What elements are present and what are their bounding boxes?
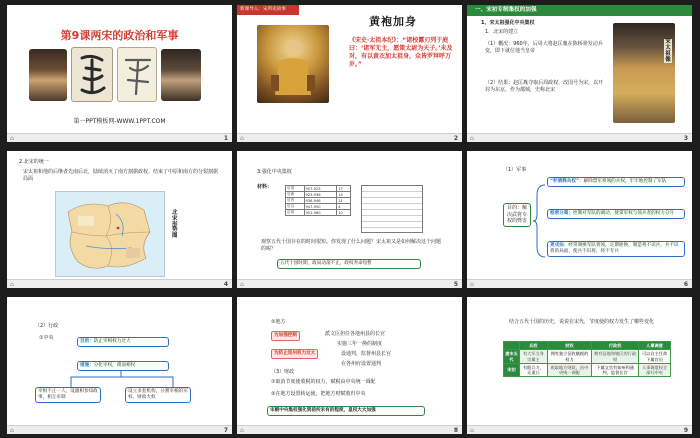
item-result: （2）结果：赵匡胤夺取后周政权，改国号为宋，以开封为东京，作为都城，史称北宋 <box>485 80 604 93</box>
slide-number: 7 <box>223 427 228 434</box>
brace-connector-icon <box>531 181 547 261</box>
slide-glyph-icon: ⌂ <box>10 281 14 288</box>
slide-9-thumbnail[interactable] <box>467 297 692 434</box>
point-title: （1）军事 <box>503 167 527 173</box>
slide-3-thumbnail[interactable] <box>467 5 692 142</box>
slide-glyph-icon: ⌂ <box>240 427 244 434</box>
purpose-box: 目的：解决武将专权的弊害 <box>503 203 531 227</box>
goal-box <box>77 337 169 347</box>
finance-1: ①取消节度使收税的权力，赋税由中央统一调配 <box>271 379 376 385</box>
measure-box-3 <box>547 241 685 257</box>
item-overview: （1）概况：960年，后周大将赵匡胤在陈桥驿发动兵变，即下就位他当皇帝 <box>485 41 603 54</box>
unification-text: 宋太祖和他的后继者先南后北，陆续消灭了南方割据政权，结束了中原和南方的分裂割据局面 <box>23 169 219 182</box>
table-cell: 后周 <box>286 210 305 216</box>
slide-glyph-icon: ⌂ <box>10 135 14 142</box>
map-regions-icon <box>56 192 166 278</box>
question-text: 结合五代十国的历史，说说在宋代，节度使的权力发生了哪些变化 <box>509 319 655 325</box>
slide-9-footer <box>467 425 692 434</box>
table-cell: 936-946 <box>304 198 337 204</box>
left-measure-box: 宰相不止一人，设副相参知政事，相互牵制 <box>35 387 101 403</box>
slide-number: 6 <box>683 281 688 288</box>
measure-2: 设通判，监督州县长官 <box>341 351 392 357</box>
portrait-left <box>29 49 67 101</box>
headline: 黄袍加身 <box>369 15 417 28</box>
slide-number: 1 <box>223 135 228 142</box>
control-pill: 为加强控制 <box>271 331 300 341</box>
slide-8-footer <box>237 425 462 434</box>
measure-box <box>77 361 169 371</box>
measure-2-text: 控制对军队的调动，使掌军权与领兵者的权力分开 <box>572 211 675 216</box>
song-map-image <box>55 191 165 277</box>
painting-image <box>257 25 329 103</box>
question-text: 观察五代十国存在的时间很短。你发现了什么问题？宋太祖又是如何解决这个问题的呢？ <box>261 239 442 252</box>
section-title: 1、宋太祖强化中央集权 <box>481 20 535 26</box>
row-label: 宋初 <box>504 363 520 377</box>
measure-3-title: 更戍法： <box>550 243 569 248</box>
table-cell: 有大军当身宗属主 <box>520 350 548 364</box>
slide-glyph-icon: ⌂ <box>470 427 474 434</box>
table-cell: 后唐 <box>286 192 305 198</box>
table-cell: 收取地方财政，由中央统一调配 <box>547 363 591 377</box>
table-cell: 923-936 <box>304 192 337 198</box>
table-cell: 14 <box>337 192 351 198</box>
dynasty-table-left <box>285 185 351 216</box>
quote-text: 《宋史·太祖本纪》：“诸校露刃列于庭曰：‘诸军无主，愿策太尉为天子。’未及对，有以黄衣加太祖身，众皆罗拜呼万岁。” <box>349 37 453 69</box>
section-header: 一、宋初专制集权的加强 <box>467 5 692 16</box>
material-label: 材料： <box>257 184 273 190</box>
point-title: 2.北宋的统一 <box>19 159 49 165</box>
intro-badge: 新课导入：宋所史故事 <box>237 5 299 15</box>
portrait-caption: 宋太祖像 <box>665 39 671 64</box>
slide-5-footer <box>237 279 462 288</box>
slide-7-footer <box>7 425 232 434</box>
branch-connector-icon <box>57 371 187 387</box>
table-cell: 4 <box>337 204 351 210</box>
header-cell: 兵权 <box>520 342 548 350</box>
measure-box-2 <box>547 209 685 219</box>
measure-2-title: 枢密分离： <box>550 211 573 216</box>
header-cell: 财权 <box>547 342 591 350</box>
header-cell: 人事调度 <box>639 342 671 350</box>
finance-title: （3）财政 <box>271 369 295 375</box>
goal-label: 目的： <box>80 339 94 344</box>
table-cell: 10 <box>337 210 351 216</box>
comparison-table <box>503 341 671 377</box>
emperor-portrait <box>613 23 675 123</box>
measure-1-sub: 实施三年一换的制度 <box>337 341 383 347</box>
table-cell: 947-950 <box>304 204 337 210</box>
slide-glyph-icon: ⌂ <box>470 135 474 142</box>
table-right-lines <box>361 185 423 233</box>
slide-number: 5 <box>453 281 458 288</box>
measure-box-1 <box>547 177 685 187</box>
point-title: ②地方 <box>271 319 286 325</box>
slide-1-title: 第9课两宋的政治和军事 <box>60 29 179 42</box>
central-sub: ①中央 <box>39 335 54 341</box>
answer-box: 五代十国时期，政局动荡不止，政权寿命短暂 <box>277 259 421 269</box>
slide-glyph-icon: ⌂ <box>470 281 474 288</box>
table-header-row <box>504 342 671 350</box>
table-row <box>286 210 351 216</box>
slide-number: 9 <box>683 427 688 434</box>
goal-text: 防止宰相权力过大 <box>93 339 131 344</box>
slide-number: 3 <box>683 135 688 142</box>
table-cell: 951-960 <box>304 210 337 216</box>
measure-1-title: “杯酒释兵权”： <box>550 179 584 184</box>
table-cell: 11 <box>337 198 351 204</box>
right-measure-box: 设立多套机构，分割宰相的军权、财政大权 <box>125 387 191 403</box>
slide-1-subtitle: 第一PPT模板网-WWW.1PPT.COM <box>73 118 166 125</box>
row-label: 唐末五代 <box>505 351 518 362</box>
summary-box: 宋朝中央集权强化到前所未有的程度，皇权大大加强 <box>267 406 425 416</box>
slide-4-thumbnail[interactable] <box>7 151 232 288</box>
slide-glyph-icon: ⌂ <box>240 281 244 288</box>
slide-6-footer <box>467 279 692 288</box>
prevent-pill: 为防止知州权力过大 <box>271 349 318 359</box>
table-cell: 人事调度权全部归中央 <box>639 363 671 377</box>
measure-1-text: 解除禁军将领的兵权，牢牢地控制了军队 <box>583 179 667 184</box>
slide-7-thumbnail[interactable] <box>7 297 232 434</box>
table-cell: 拥有征地和辖区的行政权 <box>592 350 639 364</box>
table-row <box>504 363 671 377</box>
finance-2: ②在地方设置转运使，把地方财赋收归中央 <box>271 391 366 397</box>
table-cell: 可以自主任命下属官员 <box>639 350 671 364</box>
measure-3-text: 经常调换军队将领，定期轮换，制造将不识兵，兵不识将的局面，使兵不识将，将不专兵 <box>550 243 679 254</box>
slide-1-thumbnail[interactable] <box>7 5 232 142</box>
calligraphy-glyph-icon <box>72 48 114 103</box>
table-cell: 拥有独立征收赋税的权力 <box>547 350 591 364</box>
slide-3-footer <box>467 133 692 142</box>
slide-number: 4 <box>223 281 228 288</box>
slide-8-thumbnail[interactable] <box>237 297 462 434</box>
point-title: 1．北宋的建立 <box>485 29 519 35</box>
header-cell: 行政权 <box>592 342 639 350</box>
point-title: （2）行政 <box>35 323 59 329</box>
portrait-right <box>161 49 201 101</box>
table-row <box>504 350 671 364</box>
slide-glyph-icon: ⌂ <box>240 135 244 142</box>
calligraphy-tile-2 <box>117 47 157 102</box>
table-cell: 907-923 <box>304 186 337 192</box>
emperor-figure-icon <box>257 25 329 103</box>
measure-label: 措施： <box>80 363 94 368</box>
calligraphy-tile-1 <box>71 47 113 102</box>
slide-2-thumbnail[interactable] <box>237 5 462 142</box>
table-cell: 后梁 <box>286 186 305 192</box>
table-cell: 17 <box>337 186 351 192</box>
slide-2-footer <box>237 133 462 142</box>
slide-1-footer <box>7 133 232 142</box>
seal-glyph-icon <box>118 48 158 103</box>
table-cell: 后汉 <box>286 204 305 210</box>
measure-text: 分化宰权，削弱相权 <box>93 363 136 368</box>
slide-5-thumbnail[interactable] <box>237 151 462 288</box>
slide-4-footer <box>7 279 232 288</box>
point-title: 3.强化中央集权 <box>257 169 292 175</box>
measure-1: 派文臣担任各地州县的长官 <box>325 331 386 337</box>
table-cell: 有限兵力，无重兵 <box>520 363 548 377</box>
table-cell: 后晋 <box>286 198 305 204</box>
slide-number: 2 <box>453 135 458 142</box>
table-cell: 下属文官有知州和通判，监督长官 <box>592 363 639 377</box>
slide-6-thumbnail[interactable] <box>467 151 692 288</box>
slide-glyph-icon: ⌂ <box>10 427 14 434</box>
measure-2-sub: 在各州府设置通判 <box>341 361 382 367</box>
map-caption: 北宋形势图 <box>172 210 178 240</box>
header-cell <box>504 342 520 350</box>
slide-number: 8 <box>453 427 458 434</box>
